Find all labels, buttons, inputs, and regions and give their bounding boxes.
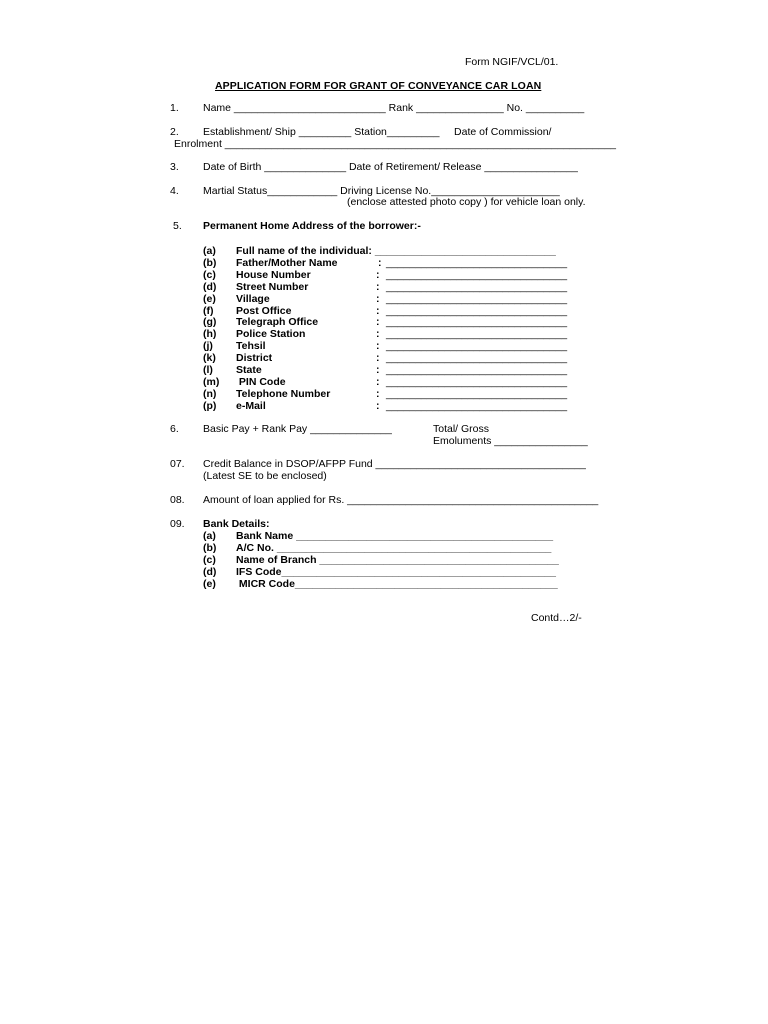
address-item-key: (e) bbox=[203, 293, 216, 305]
address-item-label: Tehsil bbox=[236, 340, 266, 352]
name-rank-no-field[interactable]: Name __________________________ Rank _______________ No. __________ bbox=[203, 102, 585, 114]
address-item-label: Post Office bbox=[236, 305, 292, 317]
bank-item-field[interactable]: MICR Code_____________________________________________ bbox=[236, 578, 558, 590]
address-item-key: (b) bbox=[203, 257, 217, 269]
address-item-key: (l) bbox=[203, 364, 213, 376]
address-item-colon: : bbox=[376, 340, 380, 352]
address-item-label: Street Number bbox=[236, 281, 309, 293]
address-item-label: e-Mail bbox=[236, 400, 266, 412]
address-item-field[interactable]: _______________________________ bbox=[386, 305, 568, 317]
address-item-field[interactable]: _______________________________ bbox=[386, 400, 568, 412]
address-item-colon: : bbox=[378, 257, 382, 269]
address-item-field[interactable]: _______________________________ bbox=[386, 388, 568, 400]
address-item-label: Police Station bbox=[236, 328, 306, 340]
form-title: APPLICATION FORM FOR GRANT OF CONVEYANCE CAR LOAN bbox=[215, 80, 542, 92]
address-item-field[interactable]: _______________________________ bbox=[386, 316, 568, 328]
address-item-field[interactable]: _______________________________ bbox=[386, 281, 568, 293]
item-number: 08. bbox=[170, 494, 185, 506]
address-item-label: House Number bbox=[236, 269, 311, 281]
bank-item-key: (c) bbox=[203, 554, 216, 566]
address-item-label: Father/Mother Name bbox=[236, 257, 338, 269]
continued-note: Contd…2/- bbox=[531, 612, 582, 624]
address-item-key: (m) bbox=[203, 376, 220, 388]
bank-item-field[interactable]: IFS Code_______________________________________________ bbox=[236, 566, 556, 578]
address-item-key: (g) bbox=[203, 316, 217, 328]
address-item-colon: : bbox=[376, 400, 380, 412]
address-item-label: Village bbox=[236, 293, 270, 305]
total-gross-label: Total/ Gross bbox=[433, 423, 490, 435]
credit-balance-note: (Latest SE to be enclosed) bbox=[203, 470, 327, 482]
address-item-colon: : bbox=[376, 328, 380, 340]
address-item-field[interactable]: _______________________________ bbox=[386, 293, 568, 305]
address-item-key: (j) bbox=[203, 340, 213, 352]
birth-retirement-field[interactable]: Date of Birth ______________ Date of Retirement/ Release ________________ bbox=[203, 161, 578, 173]
item-number: 4. bbox=[170, 185, 179, 197]
address-item-key: (h) bbox=[203, 328, 217, 340]
enrolment-field[interactable]: Enrolment ___________________________________________________________________ bbox=[174, 138, 617, 150]
credit-balance-field[interactable]: Credit Balance in DSOP/AFPP Fund ____________________________________ bbox=[203, 458, 586, 470]
item-number: 07. bbox=[170, 458, 185, 470]
license-note: (enclose attested photo copy ) for vehicle loan only. bbox=[347, 196, 586, 208]
address-item-field[interactable]: _______________________________ bbox=[386, 328, 568, 340]
address-item-colon: : bbox=[376, 305, 380, 317]
item-number: 2. bbox=[170, 126, 179, 138]
item-number: 3. bbox=[170, 161, 179, 173]
address-item-key: (p) bbox=[203, 400, 217, 412]
marital-license-field[interactable]: Martial Status____________ Driving License No.______________________ bbox=[203, 185, 560, 197]
address-item-field[interactable]: _______________________________ bbox=[386, 269, 568, 281]
bank-details-heading: Bank Details: bbox=[203, 518, 270, 530]
item-number: 1. bbox=[170, 102, 179, 114]
address-item-field[interactable]: _______________________________ bbox=[386, 352, 568, 364]
address-item-field[interactable]: _______________________________ bbox=[386, 257, 568, 269]
address-item-label: Telephone Number bbox=[236, 388, 331, 400]
loan-amount-field[interactable]: Amount of loan applied for Rs. ___________________________________________ bbox=[203, 494, 599, 506]
address-item-key: (d) bbox=[203, 281, 217, 293]
address-item-key: (c) bbox=[203, 269, 216, 281]
address-item-colon: : bbox=[376, 352, 380, 364]
address-item-key: (f) bbox=[203, 305, 214, 317]
form-reference: Form NGIF/VCL/01. bbox=[465, 56, 559, 68]
address-item-field[interactable]: _______________________________ bbox=[386, 340, 568, 352]
bank-item-key: (d) bbox=[203, 566, 217, 578]
basic-pay-field[interactable]: Basic Pay + Rank Pay ______________ bbox=[203, 423, 392, 435]
item-number: 6. bbox=[170, 423, 179, 435]
item-number: 09. bbox=[170, 518, 185, 530]
address-item-colon: : bbox=[376, 281, 380, 293]
bank-item-key: (b) bbox=[203, 542, 217, 554]
emoluments-field[interactable]: Emoluments ________________ bbox=[433, 435, 588, 447]
address-item-label: State bbox=[236, 364, 262, 376]
address-item-colon: : bbox=[376, 269, 380, 281]
bank-item-key: (a) bbox=[203, 530, 216, 542]
address-item-colon: : bbox=[376, 293, 380, 305]
address-item-colon: : bbox=[376, 316, 380, 328]
address-heading: Permanent Home Address of the borrower:- bbox=[203, 220, 421, 232]
address-item-colon: : bbox=[376, 376, 380, 388]
address-item-label[interactable]: Full name of the individual: _______________________________ bbox=[236, 245, 556, 257]
address-item-field[interactable]: _______________________________ bbox=[386, 376, 568, 388]
address-item-label: District bbox=[236, 352, 273, 364]
address-item-label: PIN Code bbox=[236, 376, 286, 388]
bank-item-key: (e) bbox=[203, 578, 216, 590]
address-item-colon: : bbox=[376, 388, 380, 400]
address-item-key: (k) bbox=[203, 352, 216, 364]
address-item-key: (n) bbox=[203, 388, 217, 400]
address-item-label: Telegraph Office bbox=[236, 316, 319, 328]
bank-item-field[interactable]: Name of Branch _________________________________________ bbox=[236, 554, 559, 566]
bank-item-field[interactable]: A/C No. _______________________________________________ bbox=[236, 542, 552, 554]
address-item-key: (a) bbox=[203, 245, 216, 257]
item-number: 5. bbox=[173, 220, 182, 232]
address-item-colon: : bbox=[376, 364, 380, 376]
bank-item-field[interactable]: Bank Name ____________________________________________ bbox=[236, 530, 554, 542]
establishment-station-field[interactable]: Establishment/ Ship _________ Station_________ Date of Commission/ bbox=[203, 126, 552, 138]
address-item-field[interactable]: _______________________________ bbox=[386, 364, 568, 376]
